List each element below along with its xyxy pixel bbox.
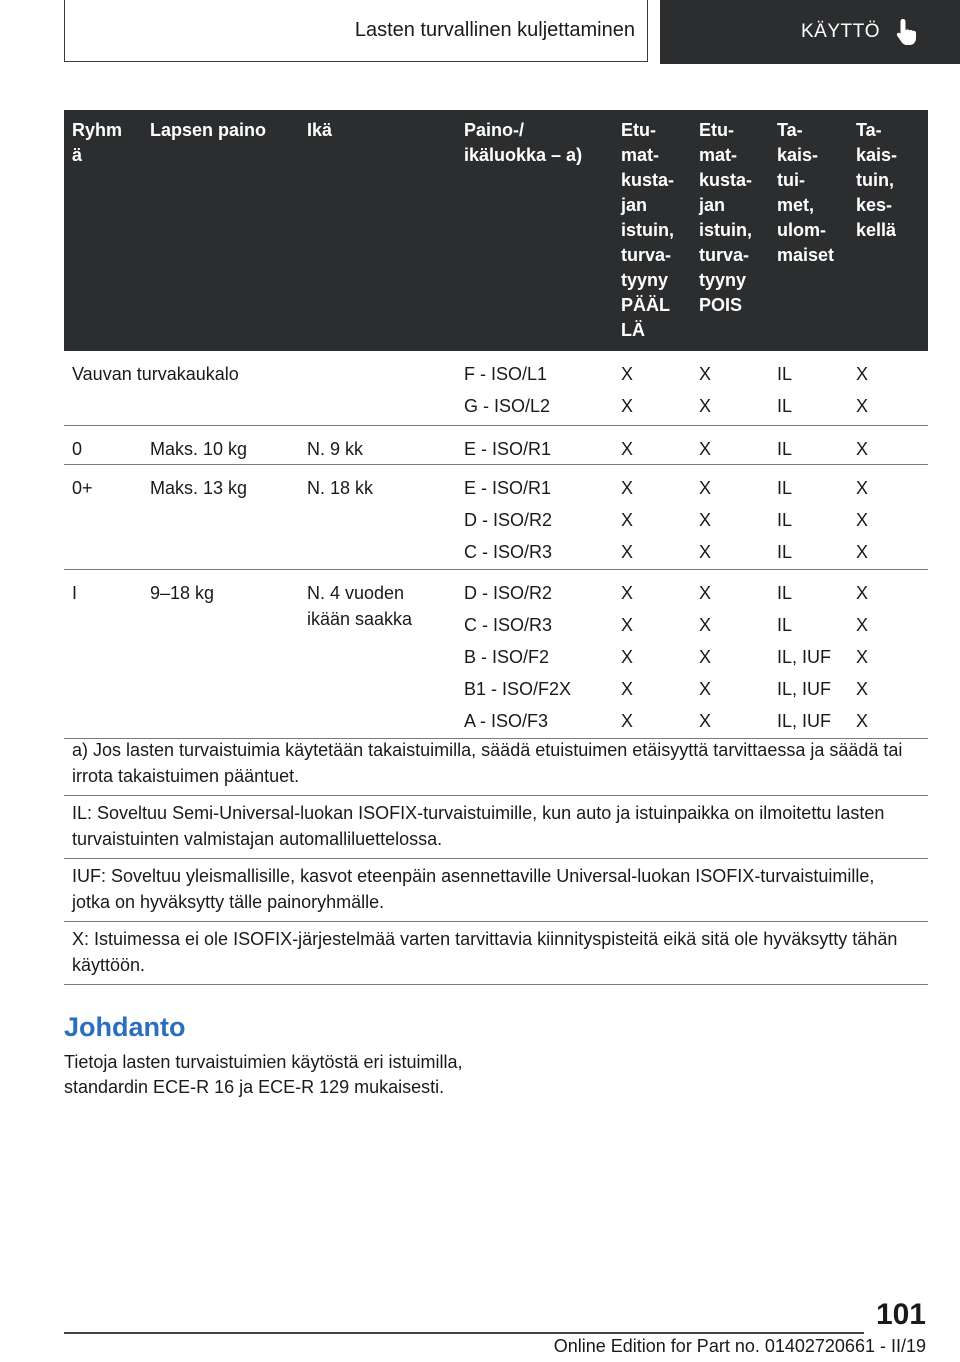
cell-age: N. 4 vuoden ikään saakka	[307, 583, 413, 629]
cell-rear-center: X	[856, 583, 869, 603]
header-front-airbag-off: Etu- mat- kusta- jan istuin, turva- tyyny POIS	[699, 120, 753, 315]
cell-column-iso-class	[464, 436, 551, 468]
cell-rear-outer: IL	[777, 542, 793, 562]
cell-age: N. 18 kk	[307, 478, 374, 498]
cell-column-iso-class	[464, 580, 571, 740]
cell-age: N. 9 kk	[307, 439, 364, 459]
running-header-chapter	[660, 0, 960, 64]
cell-rear-outer: IL	[777, 583, 793, 603]
cell-column-rear-center	[856, 475, 868, 571]
cell-column-rear-center	[856, 436, 868, 468]
cell-rear-center: X	[856, 396, 869, 416]
table-row-group	[64, 465, 928, 570]
cell-front-airbag-off: X	[699, 510, 712, 530]
cell-front-airbag-on: X	[621, 583, 634, 603]
cell-front-airbag-off: X	[699, 396, 712, 416]
cell-weight: Maks. 10 kg	[150, 439, 248, 459]
cell-column-rear-outer	[777, 361, 792, 425]
cell-column-front-airbag-on	[621, 580, 633, 740]
table-row-group	[64, 351, 928, 426]
cell-iso-class: G - ISO/L2	[464, 396, 551, 416]
table-header	[64, 110, 928, 351]
page-number: 101	[875, 1298, 926, 1331]
cell-front-airbag-off: X	[699, 711, 712, 731]
cell-group: 0	[72, 439, 83, 459]
header-rear-center: Ta- kais- tuin, kes- kellä	[856, 120, 898, 240]
section-text: Tietoja lasten turvaistuimien käytöstä eri istuimilla, standardin ECE-R 16 ja ECE-R 129 mukaisesti.	[64, 1052, 463, 1097]
chapter-label: KÄYTTÖ	[800, 21, 880, 42]
cell-rear-outer: IL	[777, 396, 793, 416]
table-note: IL: Soveltuu Semi-Universal-luokan ISOFIX-turvaistuimille, kun auto ja istuinpaikka on ilmoitettu lasten turvaistuinten valmistajan automalliluettelossa.	[64, 796, 928, 859]
cell-front-airbag-on: X	[621, 510, 634, 530]
cell-front-airbag-off: X	[699, 615, 712, 635]
section-title: Johdanto	[64, 1012, 186, 1042]
cell-column-front-airbag-off	[699, 475, 711, 571]
cell-rear-center: X	[856, 542, 869, 562]
cell-rear-center: X	[856, 679, 869, 699]
cell-front-airbag-on: X	[621, 396, 634, 416]
cell-column-rear-center	[856, 361, 868, 425]
cell-group: 0+	[72, 478, 93, 498]
isofix-table	[64, 110, 928, 739]
header-group: Ryhm ä	[72, 120, 123, 165]
cell-front-airbag-on: X	[621, 439, 634, 459]
section-label: Lasten turvallinen kuljettaminen	[354, 19, 635, 41]
cell-front-airbag-on: X	[621, 647, 634, 667]
cell-front-airbag-off: X	[699, 364, 712, 384]
cell-rear-center: X	[856, 439, 869, 459]
cell-column-front-airbag-off	[699, 436, 711, 468]
cell-rear-outer: IL	[777, 510, 793, 530]
cell-iso-class: C - ISO/R3	[464, 542, 553, 562]
cell-iso-class: E - ISO/R1	[464, 478, 552, 498]
cell-column-rear-center	[856, 580, 868, 740]
table-body	[64, 351, 928, 739]
cell-front-airbag-on: X	[621, 711, 634, 731]
cell-rear-outer: IL	[777, 364, 793, 384]
cell-iso-class: D - ISO/R2	[464, 510, 553, 530]
hand-pointer-icon	[894, 17, 920, 47]
cell-iso-class: A - ISO/F3	[464, 711, 549, 731]
cell-group: Vauvan turvakaukalo	[72, 364, 239, 384]
cell-front-airbag-on: X	[621, 615, 634, 635]
cell-column-iso-class	[464, 361, 550, 425]
cell-group: I	[72, 583, 78, 603]
cell-weight: 9–18 kg	[150, 583, 215, 603]
cell-rear-center: X	[856, 478, 869, 498]
cell-column-iso-class	[464, 475, 552, 571]
cell-rear-outer: IL, IUF	[777, 711, 832, 731]
cell-column-front-airbag-off	[699, 580, 711, 740]
cell-column-front-airbag-on	[621, 436, 633, 468]
header-weight: Lapsen paino	[150, 120, 267, 140]
cell-rear-outer: IL	[777, 615, 793, 635]
cell-column-rear-outer	[777, 436, 792, 468]
footer-rule	[64, 1332, 864, 1334]
cell-front-airbag-off: X	[699, 583, 712, 603]
cell-rear-outer: IL, IUF	[777, 679, 832, 699]
header-front-airbag-on: Etu- mat- kusta- jan istuin, turva- tyyny PÄÄL LÄ	[621, 120, 675, 340]
cell-rear-center: X	[856, 364, 869, 384]
header-rear-outer: Ta- kais- tui- met, ulom- maiset	[777, 120, 835, 265]
table-row-group	[64, 426, 928, 465]
table-note: X: Istuimessa ei ole ISOFIX-järjestelmää varten tarvittavia kiinnityspisteitä eikä sitä ole hyväksytty tähän käyttöön.	[64, 922, 928, 985]
cell-rear-center: X	[856, 711, 869, 731]
cell-iso-class: C - ISO/R3	[464, 615, 553, 635]
cell-iso-class: E - ISO/R1	[464, 439, 552, 459]
cell-front-airbag-on: X	[621, 542, 634, 562]
table-note: a) Jos lasten turvaistuimia käytetään takaistuimilla, säädä etuistuimen etäisyyttä tarvittaessa ja säädä tai irrota takaistuimen pääntuet.	[64, 733, 928, 796]
cell-rear-outer: IL	[777, 439, 793, 459]
header-age: Ikä	[307, 120, 333, 140]
cell-iso-class: B1 - ISO/F2X	[464, 679, 572, 699]
cell-rear-center: X	[856, 647, 869, 667]
cell-column-front-airbag-off	[699, 361, 711, 425]
cell-weight: Maks. 13 kg	[150, 478, 248, 498]
footer-edition: Online Edition for Part no. 01402720661 - II/19	[553, 1336, 926, 1356]
cell-front-airbag-on: X	[621, 364, 634, 384]
cell-rear-outer: IL	[777, 478, 793, 498]
cell-front-airbag-on: X	[621, 679, 634, 699]
cell-rear-outer: IL, IUF	[777, 647, 832, 667]
cell-front-airbag-off: X	[699, 542, 712, 562]
table-note: IUF: Soveltuu yleismallisille, kasvot eteenpäin asennettaville Universal-luokan ISOFIX-turvaistuimille, jotka on hyväksytty tälle painoryhmälle.	[64, 859, 928, 922]
cell-rear-center: X	[856, 615, 869, 635]
cell-column-rear-outer	[777, 475, 792, 571]
cell-front-airbag-off: X	[699, 647, 712, 667]
cell-front-airbag-off: X	[699, 478, 712, 498]
cell-column-front-airbag-on	[621, 361, 633, 425]
running-header-section	[64, 0, 648, 62]
cell-rear-center: X	[856, 510, 869, 530]
table-notes	[64, 733, 928, 985]
cell-iso-class: F - ISO/L1	[464, 364, 548, 384]
cell-front-airbag-off: X	[699, 439, 712, 459]
table-row-group	[64, 570, 928, 739]
cell-column-rear-outer	[777, 580, 831, 740]
cell-front-airbag-off: X	[699, 679, 712, 699]
header-class: Paino-/ ikäluokka – a)	[464, 120, 583, 165]
cell-iso-class: D - ISO/R2	[464, 583, 553, 603]
cell-column-front-airbag-on	[621, 475, 633, 571]
cell-front-airbag-on: X	[621, 478, 634, 498]
cell-iso-class: B - ISO/F2	[464, 647, 550, 667]
